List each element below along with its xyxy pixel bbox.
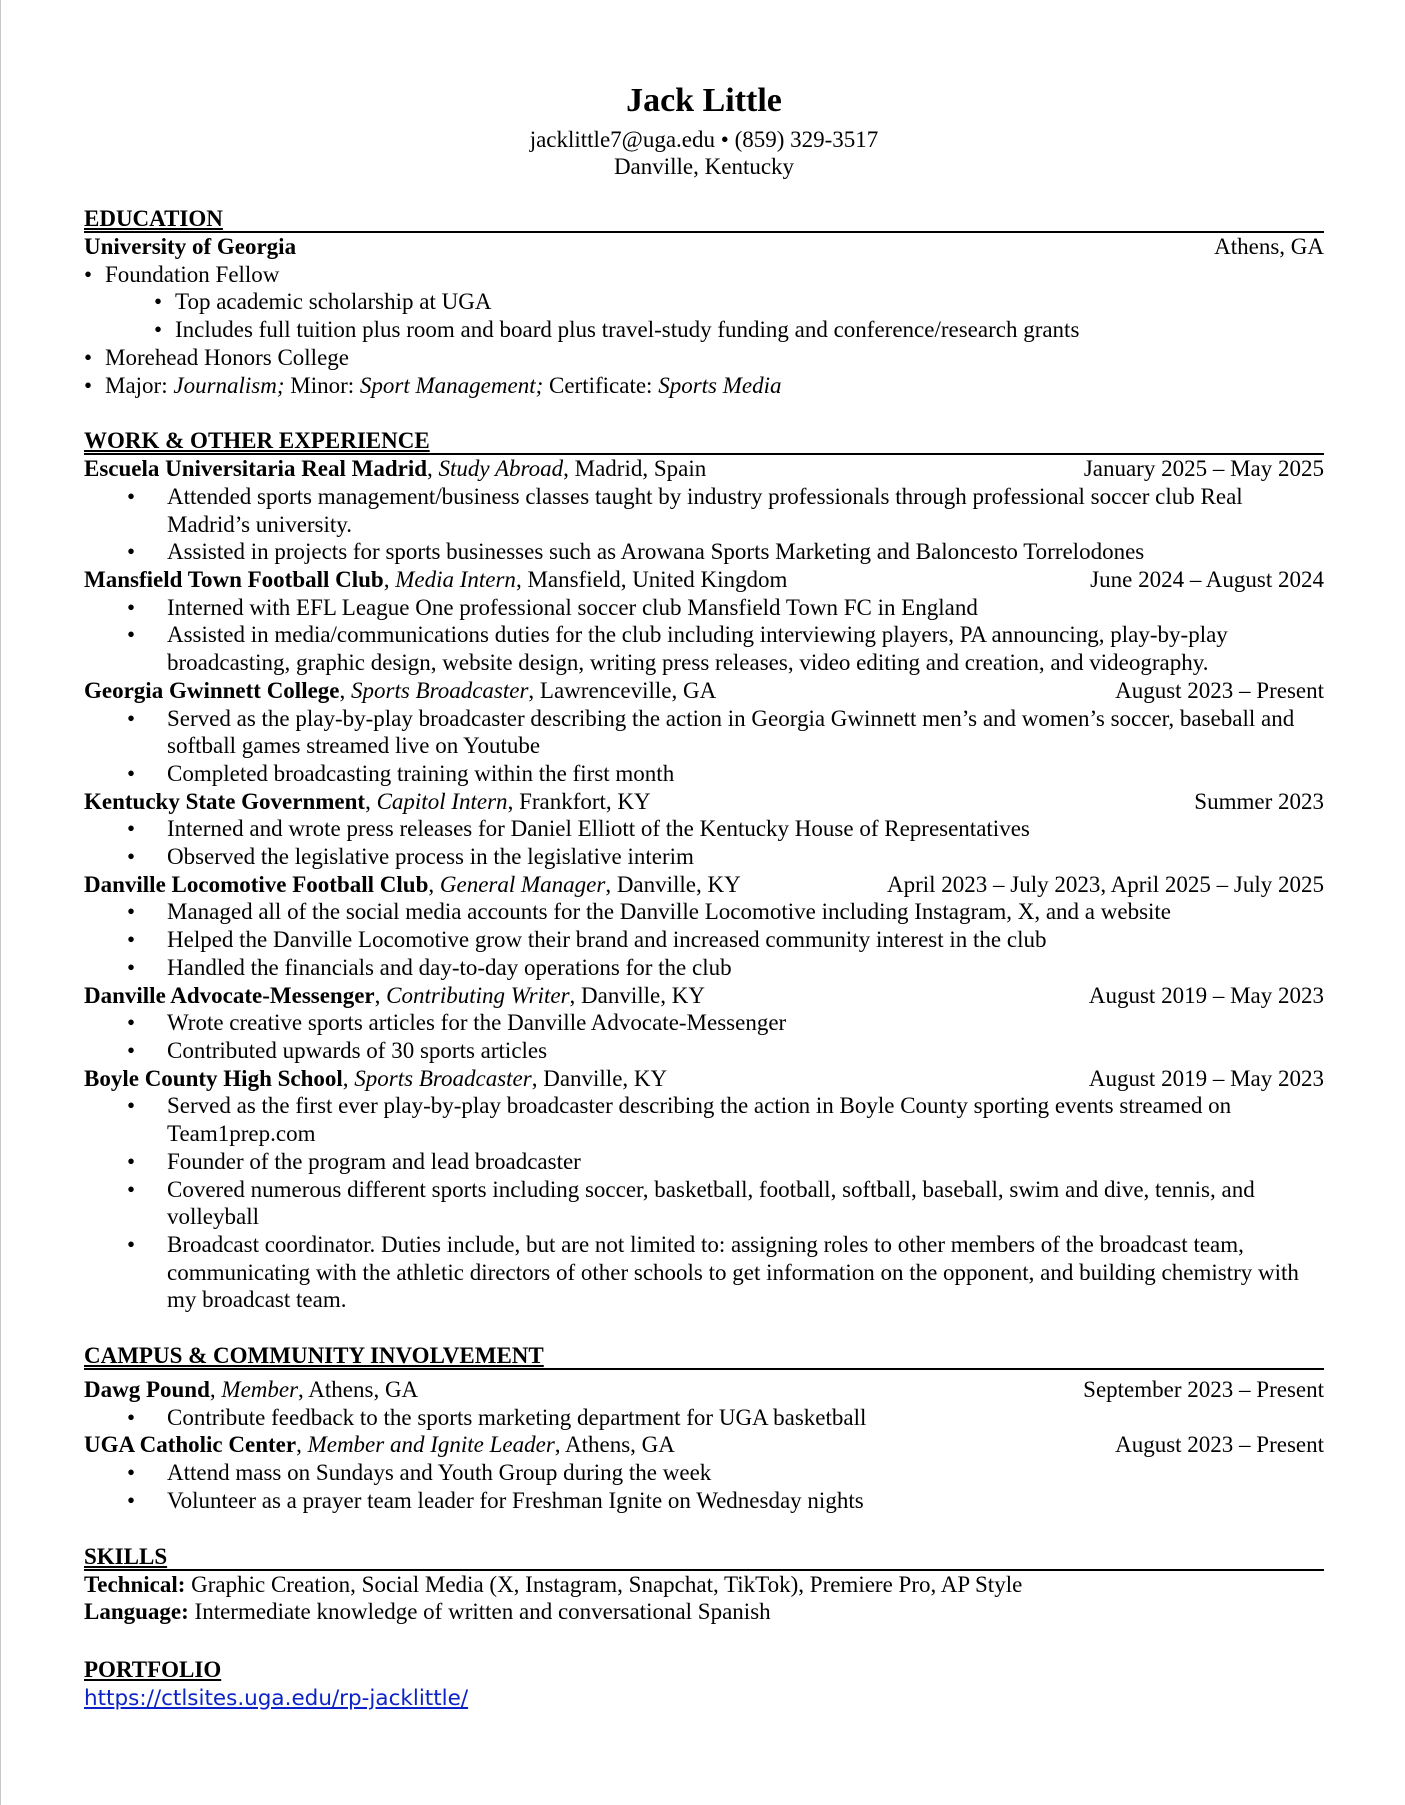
entry-header — [84, 566, 1324, 594]
entry-header — [84, 1431, 1324, 1459]
fellow-sub-bullets — [84, 288, 1324, 343]
language-skills — [84, 1598, 1324, 1626]
entry-org: UGA Catholic Center — [84, 1432, 297, 1458]
entry-bullets — [84, 1459, 1324, 1514]
education-heading: EDUCATION — [84, 207, 1324, 233]
list-item: • Managed all of the social media accounts for the Danville Locomotive including Instagram, X, and a website — [167, 898, 1324, 926]
entry-role: Member — [221, 1377, 299, 1403]
entry-location: Madrid, Spain — [574, 456, 707, 482]
email-text: jacklittle7@uga.edu — [529, 127, 716, 152]
entry-dates: April 2023 – July 2023, April 2025 – July 2025 — [886, 871, 1324, 897]
technical-skills — [84, 1571, 1324, 1599]
entry-org: Dawg Pound — [84, 1377, 210, 1403]
entry-title: Georgia Gwinnett College, Sports Broadcaster, Lawrenceville, GA — [84, 677, 717, 703]
list-item: • Served as the play-by-play broadcaster describing the action in Georgia Gwinnett men’s and women’s soccer, baseball and softball games streamed live on Youtube — [167, 705, 1324, 760]
fellow-label: Foundation Fellow — [105, 261, 280, 287]
campus-section — [84, 1344, 1324, 1515]
education-bullets — [84, 261, 1324, 289]
list-item: • Founder of the program and lead broadcaster — [167, 1148, 1324, 1176]
entry-bullets — [84, 898, 1324, 981]
entry-dates: August 2019 – May 2023 — [1088, 1065, 1324, 1091]
entry-bullets — [84, 483, 1324, 566]
entry-org: Danville Advocate-Messenger — [84, 982, 375, 1008]
education-section — [84, 207, 1324, 399]
entry-location: Athens, GA — [565, 1432, 675, 1458]
education-bullets-2 — [84, 344, 1324, 399]
entry-bullets — [84, 1009, 1324, 1064]
entry-role: General Manager — [439, 871, 606, 897]
entry-title: Danville Advocate-Messenger, Contributing Writer, Danville, KY — [84, 982, 705, 1008]
entry-org: Georgia Gwinnett College — [84, 677, 340, 703]
list-item: • Observed the legislative process in the legislative interim — [167, 843, 1324, 871]
entry-role: Sports Broadcaster — [351, 677, 529, 703]
entry-org: Kentucky State Government — [84, 788, 366, 814]
entry-title: Mansfield Town Football Club, Media Intern, Mansfield, United Kingdom — [84, 567, 788, 593]
entry-title: UGA Catholic Center, Member and Ignite Leader, Athens, GA — [84, 1432, 675, 1458]
list-item: • Contributed upwards of 30 sports articles — [167, 1037, 1324, 1065]
entry-bullets — [84, 815, 1324, 870]
list-item: • Top academic scholarship at UGA — [154, 288, 1324, 316]
list-item: • Interned with EFL League One professional soccer club Mansfield Town FC in England — [167, 594, 1324, 622]
skills-section — [84, 1545, 1324, 1626]
page-edge — [0, 0, 1, 1805]
entry-dates: August 2023 – Present — [1115, 1432, 1324, 1458]
entry-org: Boyle County High School — [84, 1065, 343, 1091]
entry-dates: August 2019 – May 2023 — [1088, 982, 1324, 1008]
entry-role: Member and Ignite Leader — [307, 1432, 555, 1458]
campus-heading: CAMPUS & COMMUNITY INVOLVEMENT — [84, 1344, 1324, 1370]
entry-location: Athens, GA — [308, 1377, 419, 1403]
work-heading: WORK & OTHER EXPERIENCE — [84, 429, 1324, 455]
entry-header — [84, 1065, 1324, 1093]
entry-title: Boyle County High School, Sports Broadcaster, Danville, KY — [84, 1065, 668, 1091]
resume-header — [84, 76, 1324, 180]
list-item: • Attended sports management/business classes taught by industry professionals through professional soccer club Real Madrid’s university. — [167, 483, 1324, 538]
entry-header — [84, 1376, 1324, 1404]
entry-role: Contributing Writer — [386, 982, 570, 1008]
entry-dates: June 2024 – August 2024 — [1090, 567, 1324, 593]
list-item: • Morehead Honors College — [84, 344, 1324, 372]
list-item: • Includes full tuition plus room and board plus travel-study funding and conference/research grants — [154, 316, 1324, 344]
entry-bullets — [84, 594, 1324, 677]
list-item: • Covered numerous different sports including soccer, basketball, football, softball, baseball, swim and dive, tennis, and volleyball — [167, 1176, 1324, 1231]
entry-location: Frankfort, KY — [519, 788, 651, 814]
list-item: • Assisted in media/communications duties for the club including interviewing players, PA announcing, play-by-play broadcasting, graphic design, website design, writing press releases, video editing and creation, and videography. — [167, 621, 1324, 676]
list-item: • Served as the first ever play-by-play broadcaster describing the action in Boyle County sporting events streamed on Team1prep.com — [167, 1092, 1324, 1147]
entry-header — [84, 677, 1324, 705]
entry-role: Sports Broadcaster — [354, 1065, 532, 1091]
entry-location: Mansfield, United Kingdom — [527, 567, 788, 593]
entry-bullets — [84, 705, 1324, 788]
entry-dates: Summer 2023 — [1194, 788, 1324, 814]
minor-label: Minor: — [290, 372, 355, 398]
candidate-name: Jack Little — [626, 82, 782, 119]
contact-separator: • — [720, 127, 729, 152]
entry-title: Danville Locomotive Football Club, General Manager, Danville, KY — [84, 871, 741, 897]
entry-header — [84, 982, 1324, 1010]
entry-org: Mansfield Town Football Club — [84, 567, 384, 593]
cert-value: Sports Media — [658, 372, 782, 398]
entry-title: Dawg Pound, Member, Athens, GA — [84, 1377, 419, 1403]
skills-heading: SKILLS — [84, 1545, 1324, 1571]
list-item: • Interned and wrote press releases for Daniel Elliott of the Kentucky House of Representatives — [167, 815, 1324, 843]
list-item: • Helped the Danville Locomotive grow their brand and increased community interest in the club — [167, 926, 1324, 954]
school-location: Athens, GA — [1214, 234, 1324, 259]
entry-dates: August 2023 – Present — [1115, 677, 1324, 703]
entry-header — [84, 871, 1324, 899]
entry-org: Danville Locomotive Football Club — [84, 871, 429, 897]
list-item: • Attend mass on Sundays and Youth Group during the week — [167, 1459, 1324, 1487]
entry-location: Danville, KY — [616, 871, 741, 897]
resume-page — [84, 76, 1324, 1712]
language-value: Intermediate knowledge of written and conversational Spanish — [194, 1599, 771, 1625]
technical-value: Graphic Creation, Social Media (X, Instagram, Snapchat, TikTok), Premiere Pro, AP Style — [191, 1571, 1023, 1597]
major-value: Journalism; — [173, 372, 285, 398]
entry-org: Escuela Universitaria Real Madrid — [84, 456, 428, 482]
list-item: • Handled the financials and day-to-day operations for the club — [167, 954, 1324, 982]
entry-title: Kentucky State Government, Capitol Intern, Frankfort, KY — [84, 788, 651, 814]
cert-label: Certificate: — [549, 372, 653, 398]
contact-line — [84, 126, 1324, 153]
entry-title: Escuela Universitaria Real Madrid, Study Abroad, Madrid, Spain — [84, 456, 707, 482]
entry-header — [84, 455, 1324, 483]
entry-role: Study Abroad — [438, 456, 564, 482]
campus-entries — [84, 1376, 1324, 1515]
portfolio-heading: PORTFOLIO — [84, 1656, 222, 1682]
work-section — [84, 429, 1324, 1314]
list-item: • Assisted in projects for sports businesses such as Arowana Sports Marketing and Baloncesto Torrelodones — [167, 538, 1324, 566]
entry-dates: January 2025 – May 2025 — [1083, 456, 1324, 482]
entry-role: Media Intern — [395, 567, 516, 593]
minor-value: Sport Management; — [359, 372, 544, 398]
entry-location: Lawrenceville, GA — [539, 677, 717, 703]
list-item: • Contribute feedback to the sports marketing department for UGA basketball — [167, 1404, 1324, 1432]
entry-bullets — [84, 1092, 1324, 1314]
entry-role: Capitol Intern — [376, 788, 508, 814]
portfolio-section — [84, 1656, 1324, 1712]
education-entry-row — [84, 233, 1324, 261]
school-name: University of Georgia — [84, 234, 297, 259]
entry-location: Danville, KY — [543, 1065, 668, 1091]
work-entries — [84, 455, 1324, 1314]
list-item: • Broadcast coordinator. Duties include, but are not limited to: assigning roles to other members of the broadcast team, communicating with the athletic directors of other schools to get information on the opponent, and building chemistry with my broadcast team. — [167, 1231, 1324, 1314]
entry-bullets — [84, 1404, 1324, 1432]
major-label: Major: — [105, 372, 168, 398]
home-location: Danville, Kentucky — [613, 154, 795, 179]
list-item: • Completed broadcasting training within the first month — [167, 760, 1324, 788]
entry-header — [84, 788, 1324, 816]
technical-label: Technical: — [84, 1571, 186, 1597]
list-item — [84, 261, 1324, 289]
language-label: Language: — [84, 1599, 189, 1625]
entry-dates: September 2023 – Present — [1083, 1377, 1324, 1403]
list-item: • Wrote creative sports articles for the Danville Advocate-Messenger — [167, 1009, 1324, 1037]
phone-text: (859) 329-3517 — [734, 127, 879, 152]
list-item — [84, 372, 1324, 400]
list-item: • Volunteer as a prayer team leader for Freshman Ignite on Wednesday nights — [167, 1487, 1324, 1515]
portfolio-link[interactable]: https://ctlsites.uga.edu/rp-jacklittle/ — [84, 1685, 469, 1711]
entry-location: Danville, KY — [581, 982, 705, 1008]
